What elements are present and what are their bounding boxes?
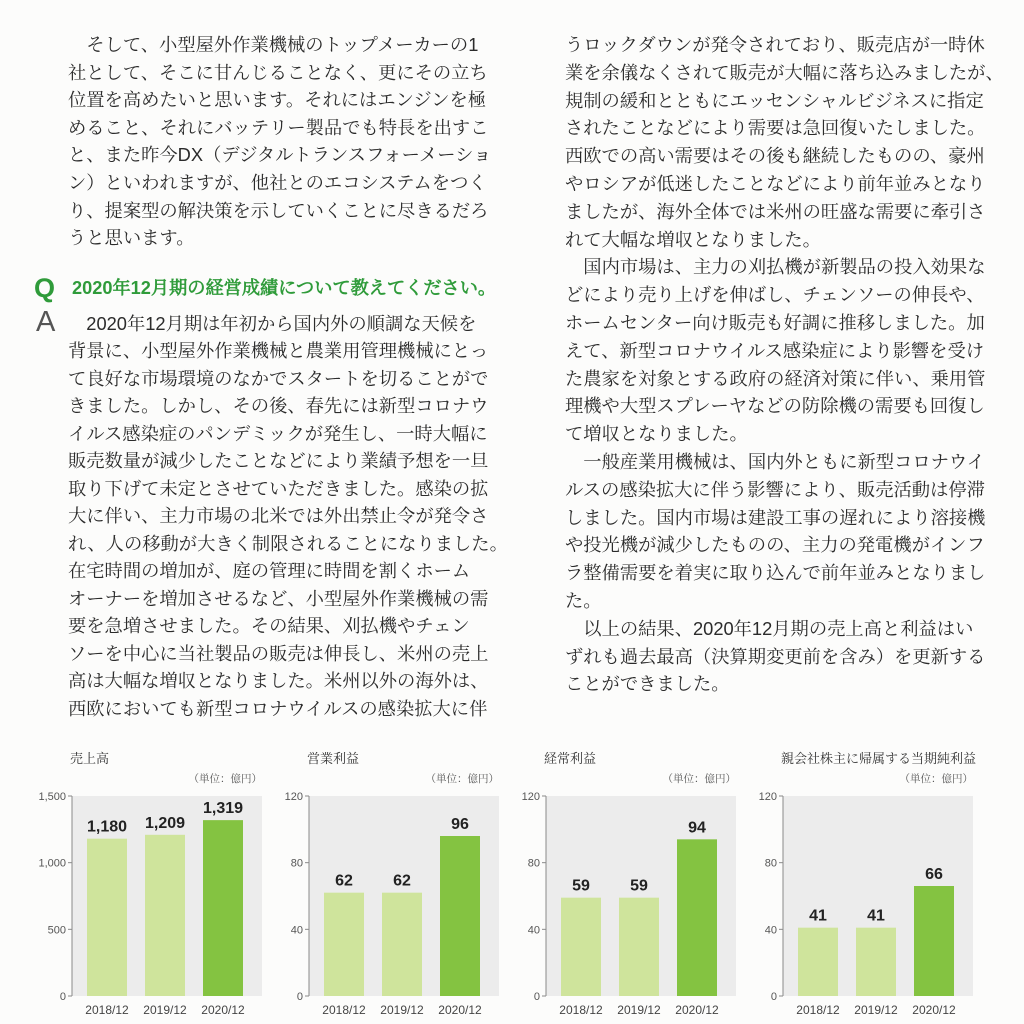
data-label: 94: [688, 819, 706, 837]
paragraph-line: 取り下げて未定とさせていただきました。感染の拡: [68, 477, 489, 499]
paragraph-line: と、また昨今DX（デジタルトランスフォーメーショ: [68, 144, 492, 166]
x-tick-label: 2018/12: [796, 1003, 840, 1017]
data-label: 59: [572, 877, 590, 895]
y-tick-label: 0: [59, 991, 66, 1003]
paragraph-line: しました。国内市場は建設工事の遅れにより溶接機: [565, 506, 986, 528]
paragraph-line: 在宅時間の増加が、庭の管理に時間を割くホーム: [68, 560, 471, 581]
right-paragraph-3: [565, 448, 1010, 615]
paragraph-line: ラ整備需要を着実に取り込んで前年並みとなりまし: [565, 562, 986, 584]
bar-2019-12: [856, 928, 896, 996]
data-label: 1,319: [202, 800, 244, 818]
paragraph-line: 高は大幅な増収となりました。米州以外の海外は、: [68, 670, 489, 691]
x-tick-label: 2018/12: [85, 1003, 129, 1017]
paragraph-line: オーナーを増加させるなど、小型屋外作業機械の需: [68, 587, 489, 609]
bar-2019-12: [145, 835, 185, 996]
paragraph-line: ことができました。: [565, 673, 730, 695]
bar-2018-12: [87, 839, 127, 996]
y-tick-label: 120: [521, 791, 540, 803]
data-label: 66: [925, 866, 943, 883]
paragraph-line: 以上の結果、2020年12月期の売上高と利益はい: [583, 617, 974, 639]
paragraph-line: れ、人の移動が大きく制限されることになりました。: [68, 532, 508, 554]
paragraph-line: ソーを中心に当社製品の販売は伸長し、米州の売上: [68, 642, 489, 664]
data-label: 1,180: [86, 818, 128, 836]
x-tick-label: 2019/12: [854, 1003, 898, 1017]
bar-2018-12: [561, 898, 601, 996]
bar-2020-12: [677, 839, 717, 996]
bar-2018-12: [798, 928, 838, 996]
paragraph-line: 業を余儀なくされて販売が大幅に落ち込みましたが、: [565, 61, 1004, 83]
bar-2019-12: [619, 898, 659, 996]
paragraph-line: されたことなどにより需要は急回復いたしました。: [565, 117, 986, 139]
y-tick-label: 80: [290, 857, 303, 870]
bar-2020-12: [203, 820, 243, 996]
chart-unit-label: （単位：億円）: [899, 773, 973, 785]
paragraph-line: ずれも過去最高（決算期変更前を含み）を更新する: [565, 645, 986, 667]
paragraph-line: イルス感染症のパンデミックが発生し、一時大幅に: [68, 422, 488, 444]
paragraph-line: うと思います。: [68, 227, 195, 249]
intro-paragraph: [68, 31, 518, 252]
bar-2018-12: [324, 893, 364, 996]
y-tick-label: 40: [290, 924, 303, 937]
chart-3: [522, 751, 736, 1017]
data-label: 62: [393, 872, 411, 890]
y-tick-label: 80: [764, 857, 777, 870]
paragraph-line: 販売数量が減少したことなどにより業績予想を一旦: [68, 450, 489, 471]
answer-paragraph: [68, 310, 528, 723]
question-heading: 2020年12月期の経営成績について教えてください。: [72, 277, 497, 298]
chart-title: 営業利益: [307, 751, 360, 766]
data-label: 41: [867, 907, 885, 925]
x-tick-label: 2019/12: [617, 1003, 661, 1017]
right-paragraph-2: [565, 253, 1010, 448]
paragraph-line: 規制の緩和とともにエッセンシャルビジネスに指定: [565, 89, 984, 111]
paragraph-line: やロシアが低迷したことなどにより前年並みとなり: [565, 172, 986, 194]
paragraph-line: や投光機が減少したものの、主力の発電機がインフ: [565, 534, 985, 556]
chart-title: 経常利益: [544, 751, 597, 766]
right-column: [565, 31, 1010, 698]
paragraph-line: ン）といわれますが、他社とのエコシステムをつく: [68, 171, 487, 193]
paragraph-line: 一般産業用機械は、国内外ともに新型コロナウイ: [583, 450, 985, 472]
chart-1: [38, 751, 262, 1017]
paragraph-line: 背景に、小型屋外作業機械と農業用管理機械にとっ: [68, 340, 489, 361]
y-tick-label: 80: [527, 857, 540, 870]
paragraph-line: どにより売り上げを伸ばし、チェンソーの伸長や、: [565, 284, 985, 306]
data-label: 1,209: [144, 814, 186, 832]
data-label: 62: [335, 872, 353, 890]
paragraph-line: て良好な市場環境のなかでスタートを切ることがで: [68, 367, 489, 389]
paragraph-line: えて、新型コロナウイルス感染症により影響を受け: [565, 339, 985, 361]
paragraph-line: 社として、そこに甘んじることなく、更にその立ち: [68, 61, 488, 83]
x-tick-label: 2020/12: [912, 1003, 956, 1017]
chart-unit-label: （単位：億円）: [188, 773, 262, 785]
bar-2020-12: [914, 886, 954, 996]
data-label: 59: [630, 877, 648, 895]
y-tick-label: 1,500: [38, 791, 66, 803]
question-marker: Q: [34, 273, 56, 303]
paragraph-line: ルスの感染拡大に伴う影響により、販売活動は停滞: [565, 478, 985, 500]
paragraph-line: そして、小型屋外作業機械のトップメーカーの1: [86, 34, 479, 55]
y-tick-label: 0: [533, 991, 540, 1003]
bar-2019-12: [382, 893, 422, 996]
chart-unit-label: （単位：億円）: [425, 773, 499, 785]
y-tick-label: 40: [764, 924, 777, 937]
paragraph-line: 理機や大型スプレーヤなどの防除機の需要も回復し: [565, 395, 985, 417]
paragraph-line: ましたが、海外全体では米州の旺盛な需要に牽引さ: [565, 200, 986, 222]
paragraph-line: 西欧での高い需要はその後も継続したものの、豪州: [565, 145, 985, 167]
x-tick-label: 2020/12: [675, 1003, 719, 1017]
chart-title: 親会社株主に帰属する当期純利益: [781, 751, 977, 766]
paragraph-line: た農家を対象とする政府の経済対策に伴い、乗用管: [565, 367, 986, 389]
paragraph-line: 西欧においても新型コロナウイルスの感染拡大に伴: [68, 697, 488, 719]
paragraph-line: 位置を高めたいと思います。それにはエンジンを極: [68, 89, 487, 111]
paragraph-line: 大に伴い、主力市場の北米では外出禁止令が発令さ: [68, 505, 489, 526]
y-tick-label: 1,000: [38, 857, 66, 870]
x-tick-label: 2018/12: [559, 1003, 603, 1017]
right-paragraph-1: [565, 31, 1010, 253]
chart-4: [759, 751, 976, 1017]
paragraph-line: 要を急増させました。その結果、刈払機やチェン: [68, 615, 470, 636]
chart-unit-label: （単位：億円）: [662, 773, 736, 785]
bar-2020-12: [440, 836, 480, 996]
paragraph-line: り、提案型の解決策を示していくことに尽きるだろ: [68, 199, 489, 221]
x-tick-label: 2018/12: [322, 1003, 366, 1017]
data-label: 96: [451, 816, 469, 833]
right-paragraph-4: [565, 615, 1010, 698]
paragraph-line: 国内市場は、主力の刈払機が新製品の投入効果な: [583, 256, 986, 278]
answer-marker: A: [36, 306, 56, 338]
paragraph-line: れて大幅な増収となりました。: [565, 228, 821, 250]
x-tick-label: 2020/12: [438, 1003, 482, 1017]
chart-title: 売上高: [70, 751, 110, 766]
y-tick-label: 0: [770, 991, 777, 1003]
paragraph-line: て増収となりました。: [565, 423, 748, 445]
y-tick-label: 120: [284, 791, 303, 803]
paragraph-line: ホームセンター向け販売も好調に推移しました。加: [565, 311, 985, 333]
x-tick-label: 2019/12: [380, 1003, 424, 1017]
financial-charts: [0, 744, 1024, 1024]
y-tick-label: 500: [47, 924, 66, 937]
y-tick-label: 120: [758, 791, 777, 803]
paragraph-line: めること、それにバッテリー製品でも特長を出すこ: [68, 116, 489, 138]
paragraph-line: 2020年12月期は年初から国内外の順調な天候を: [86, 312, 477, 334]
y-tick-label: 0: [296, 991, 303, 1003]
x-tick-label: 2019/12: [143, 1003, 187, 1017]
paragraph-line: た。: [565, 589, 602, 611]
chart-2: [285, 751, 499, 1017]
data-label: 41: [809, 907, 827, 925]
paragraph-line: うロックダウンが発令されており、販売店が一時休: [565, 34, 985, 55]
paragraph-line: きました。しかし、その後、春先には新型コロナウ: [68, 395, 489, 416]
y-tick-label: 40: [527, 924, 540, 937]
x-tick-label: 2020/12: [201, 1003, 245, 1017]
